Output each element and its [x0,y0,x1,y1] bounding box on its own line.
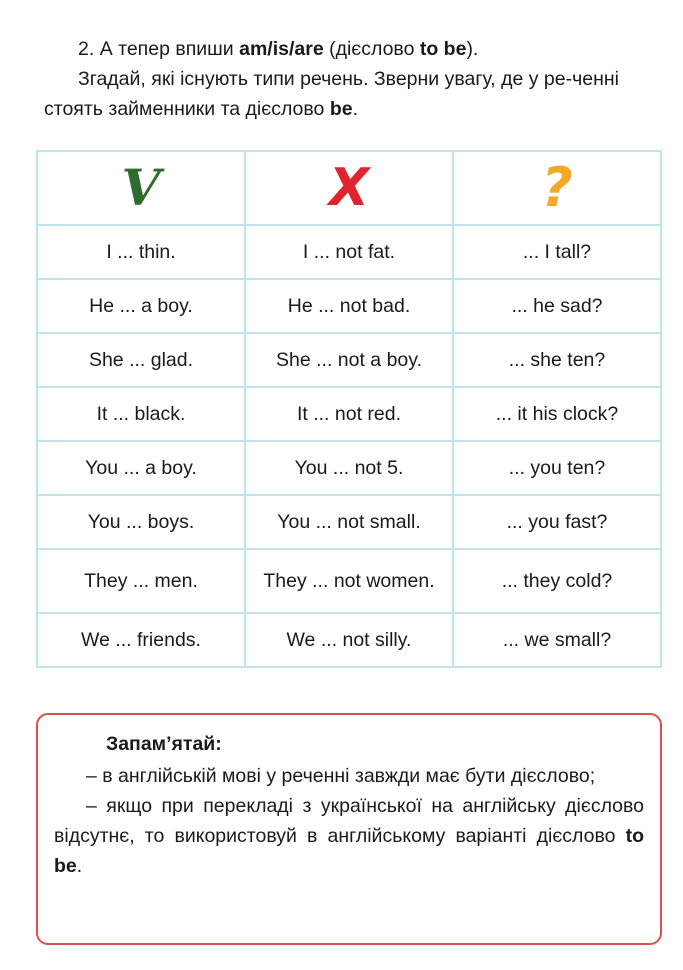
affirmative-cell: You ... a boy. [37,441,245,495]
negative-cell: You ... not 5. [245,441,453,495]
exercise-table [36,150,662,668]
question-cell: ... you ten? [453,441,661,495]
task-instructions [44,34,654,124]
negative-cell: He ... not bad. [245,279,453,333]
question-cell: ... she ten? [453,333,661,387]
negative-cell: You ... not small. [245,495,453,549]
table-row [37,613,661,667]
question-icon: ? [541,156,573,219]
table-row [37,333,661,387]
question-cell: ... we small? [453,613,661,667]
table-row [37,549,661,613]
affirmative-cell: He ... a boy. [37,279,245,333]
question-cell: ... you fast? [453,495,661,549]
affirmative-cell: We ... friends. [37,613,245,667]
table-row [37,495,661,549]
header-affirmative [37,151,245,225]
affirmative-cell: They ... men. [37,549,245,613]
table-row [37,387,661,441]
task-line-2: Згадай, які існують типи речень. Зверни увагу, де у ре-ченні стоять займенники та дієслово be. [44,68,619,120]
table-row [37,225,661,279]
table-row [37,441,661,495]
note-item-2: – якщо при перекладі з української на англійську дієслово відсутнє, то використовуй в англійському варіанті дієслово to be. [54,795,644,877]
question-cell: ... I tall? [453,225,661,279]
cross-icon: X [328,158,370,218]
affirmative-cell: She ... glad. [37,333,245,387]
affirmative-cell: You ... boys. [37,495,245,549]
negative-cell: I ... not fat. [245,225,453,279]
task-line-1: 2. А тепер впиши am/is/are (дієслово to be). [78,38,479,60]
check-icon: V [121,158,161,217]
remember-note [36,713,662,945]
negative-cell: They ... not women. [245,549,453,613]
header-negative [245,151,453,225]
question-cell: ... it his clock? [453,387,661,441]
task-number: 2. [78,38,95,60]
affirmative-cell: I ... thin. [37,225,245,279]
note-item-1: – в англійській мові у реченні завжди має бути дієслово; [86,765,596,787]
negative-cell: It ... not red. [245,387,453,441]
header-question [453,151,661,225]
table-row [37,279,661,333]
question-cell: ... he sad? [453,279,661,333]
affirmative-cell: It ... black. [37,387,245,441]
negative-cell: She ... not a boy. [245,333,453,387]
negative-cell: We ... not silly. [245,613,453,667]
question-cell: ... they cold? [453,549,661,613]
header-row [37,151,661,225]
note-title: Запам’ятай: [106,733,222,755]
